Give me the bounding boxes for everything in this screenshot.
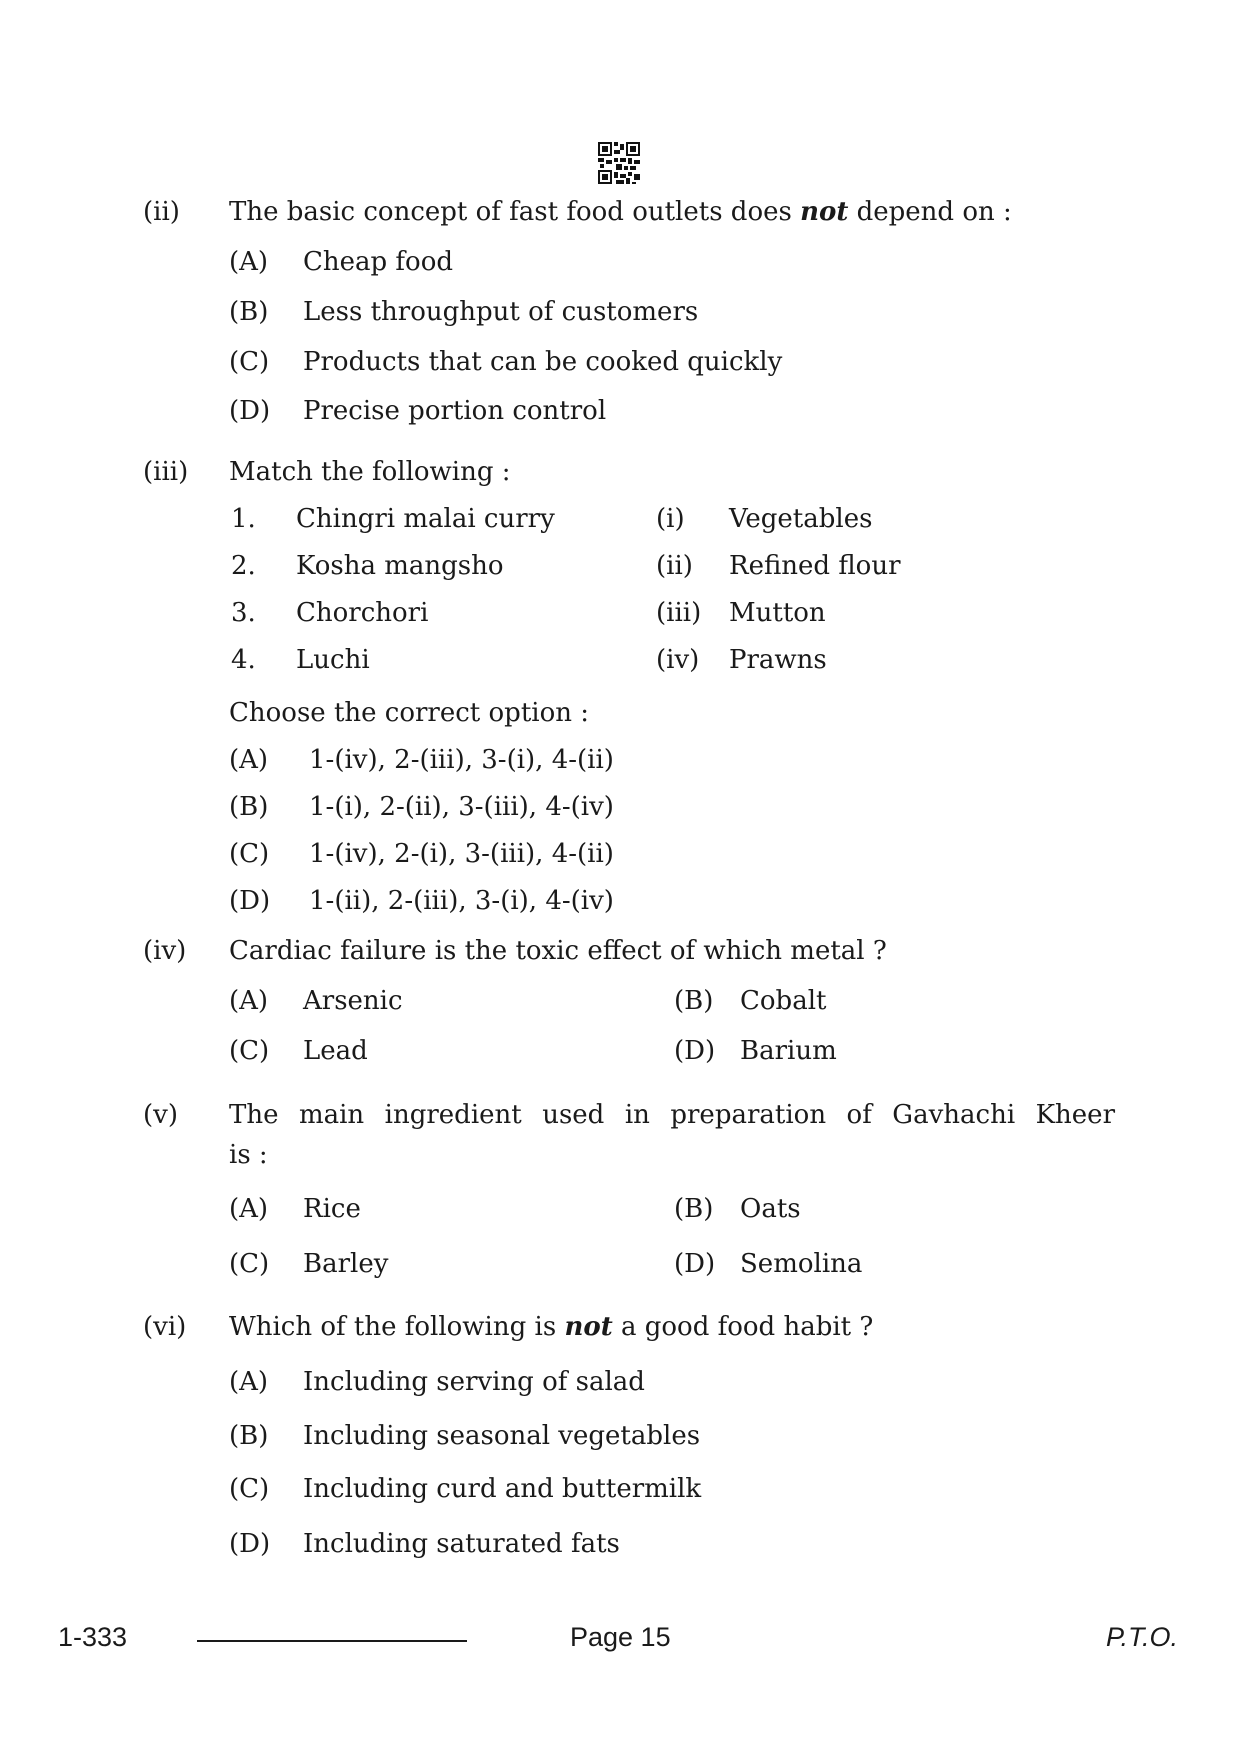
option-text: Barium (740, 1036, 837, 1066)
stem-emphasis: not (800, 197, 849, 227)
option-letter: (B) (674, 986, 714, 1016)
match-left-text: Luchi (296, 645, 370, 675)
question-stem-line: is : (229, 1140, 268, 1170)
match-right-text: Mutton (729, 598, 826, 628)
option-letter: (C) (229, 839, 270, 869)
option-text: Oats (740, 1194, 801, 1224)
option-letter: (D) (229, 396, 271, 426)
page-number: Page 15 (570, 1622, 671, 1652)
option-letter: (B) (229, 297, 269, 327)
question-number: (v) (143, 1100, 178, 1130)
stem-text: depend on : (848, 197, 1012, 227)
option-letter: (D) (674, 1036, 716, 1066)
option-letter: (D) (229, 886, 271, 916)
match-left-number: 2. (231, 551, 256, 581)
match-right-text: Vegetables (729, 504, 873, 534)
option-text: Including seasonal vegetables (303, 1421, 701, 1451)
question-number: (iii) (143, 457, 189, 487)
option-text: Precise portion control (303, 396, 607, 426)
match-right-text: Prawns (729, 645, 827, 675)
paper-code: 1-333 (58, 1622, 128, 1652)
question-stem (229, 1312, 873, 1342)
question-number: (ii) (143, 197, 180, 227)
question-number: (vi) (143, 1312, 187, 1342)
option-text: 1-(iv), 2-(i), 3-(iii), 4-(ii) (309, 839, 614, 869)
option-text: Cobalt (740, 986, 827, 1016)
option-text: Including curd and buttermilk (303, 1474, 702, 1504)
qr-code-icon (598, 142, 640, 184)
question-number: (iv) (143, 936, 187, 966)
option-text: Semolina (740, 1249, 863, 1279)
option-letter: (C) (229, 347, 270, 377)
match-right-number: (i) (656, 504, 685, 534)
match-left-number: 4. (231, 645, 256, 675)
match-left-text: Kosha mangsho (296, 551, 504, 581)
option-letter: (D) (674, 1249, 716, 1279)
match-right-number: (ii) (656, 551, 693, 581)
option-text: 1-(iv), 2-(iii), 3-(i), 4-(ii) (309, 745, 614, 775)
option-text: Less throughput of customers (303, 297, 699, 327)
option-text: Barley (303, 1249, 389, 1279)
option-letter: (A) (229, 247, 269, 277)
option-text: 1-(ii), 2-(iii), 3-(i), 4-(iv) (309, 886, 614, 916)
question-stem: Match the following : (229, 457, 511, 487)
option-letter: (A) (229, 1367, 269, 1397)
match-left-number: 3. (231, 598, 256, 628)
option-text: 1-(i), 2-(ii), 3-(iii), 4-(iv) (309, 792, 614, 822)
match-right-number: (iv) (656, 645, 700, 675)
option-text: Including saturated fats (303, 1529, 620, 1559)
match-left-text: Chorchori (296, 598, 429, 628)
option-text: Including serving of salad (303, 1367, 645, 1397)
choose-instruction: Choose the correct option : (229, 698, 590, 728)
match-right-number: (iii) (656, 598, 702, 628)
option-letter: (A) (229, 745, 269, 775)
question-stem: Cardiac failure is the toxic effect of which metal ? (229, 936, 887, 966)
option-text: Arsenic (303, 986, 403, 1016)
option-text: Lead (303, 1036, 368, 1066)
option-text: Rice (303, 1194, 361, 1224)
question-stem (229, 197, 1012, 227)
option-letter: (C) (229, 1474, 270, 1504)
stem-text: The basic concept of fast food outlets does (229, 197, 801, 227)
option-letter: (B) (229, 1421, 269, 1451)
question-stem-line: The main ingredient used in preparation of Gavhachi Kheer (229, 1100, 1115, 1130)
option-letter: (D) (229, 1529, 271, 1559)
option-letter: (C) (229, 1036, 270, 1066)
match-left-number: 1. (231, 504, 256, 534)
option-text: Cheap food (303, 247, 454, 277)
option-letter: (B) (229, 792, 269, 822)
stem-text: Which of the following is (229, 1312, 565, 1342)
option-letter: (A) (229, 986, 269, 1016)
option-letter: (A) (229, 1194, 269, 1224)
pto-label: P.T.O. (1106, 1622, 1179, 1652)
option-text: Products that can be cooked quickly (303, 347, 783, 377)
stem-emphasis: not (564, 1312, 613, 1342)
option-letter: (B) (674, 1194, 714, 1224)
footer-divider (197, 1640, 467, 1642)
stem-text: a good food habit ? (612, 1312, 874, 1342)
match-right-text: Refined flour (729, 551, 901, 581)
match-left-text: Chingri malai curry (296, 504, 555, 534)
option-letter: (C) (229, 1249, 270, 1279)
